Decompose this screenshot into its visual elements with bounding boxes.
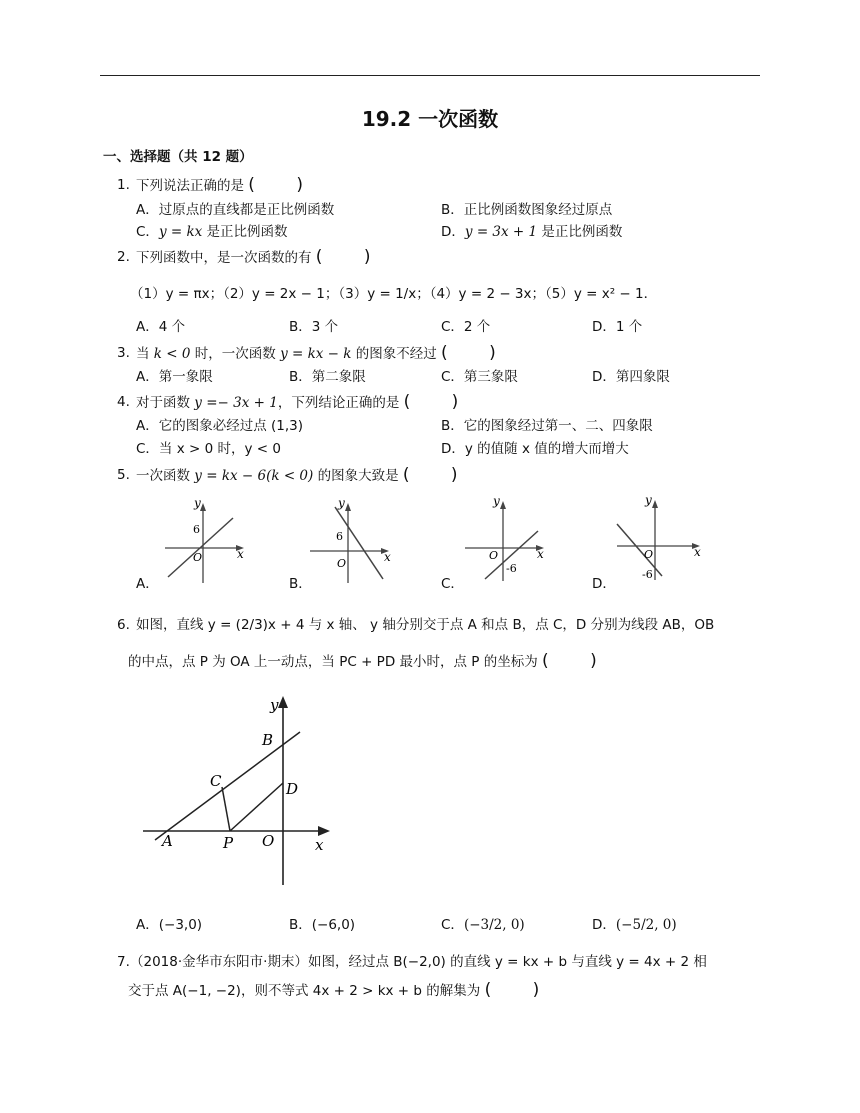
q1-option-d	[441, 222, 622, 242]
q7-line-2-text: 交于点 A(−1, −2)，则不等式 4x + 2 > kx + b 的解集为	[128, 983, 481, 999]
q5-function: y = kx − 6(k < 0)	[194, 468, 314, 484]
q3-function: y = kx − k	[280, 346, 352, 362]
q6-label-p: P	[223, 834, 234, 852]
q3-stem	[136, 343, 514, 364]
q6-number: 6.	[117, 617, 130, 633]
q3-option-d: D．第四象限	[592, 369, 670, 385]
q6-option-a: A．(−3,0)	[136, 917, 203, 933]
q5c-x-label: x	[537, 547, 544, 561]
q5b-origin: O	[337, 557, 347, 570]
q6-line-ab	[155, 732, 300, 840]
q6-label-x: x	[315, 836, 324, 854]
q5d-origin: O	[644, 548, 654, 561]
q1-option-d-math: y = 3x + 1	[464, 224, 538, 240]
q2-function-list: （1）y = πx；（2）y = 2x − 1；（3）y = 1/x；（4）y = 2 − 3x；（5）y = x² − 1．	[130, 286, 658, 302]
q6-answer-paren: ( )	[542, 651, 615, 671]
q4-option-d: D．y 的值随 x 值的增大而增大	[441, 441, 629, 457]
q5a-intercept: 6	[193, 523, 200, 536]
q6-label-o: O	[262, 832, 275, 850]
q5-stem	[136, 465, 476, 486]
q5a-origin: O	[193, 551, 203, 564]
q1-option-a: A．过原点的直线都是正比例函数	[136, 202, 335, 218]
q1-stem-text: 下列说法正确的是	[136, 178, 244, 194]
q1-option-b: B．正比例函数图象经过原点	[441, 202, 613, 218]
q7-answer-paren: ( )	[484, 980, 558, 1000]
q6-option-c	[441, 915, 525, 935]
q5d-y-arrow	[652, 500, 658, 508]
q6-label-b: B	[262, 731, 274, 749]
q1-stem	[136, 175, 321, 196]
q5b-intercept: 6	[336, 530, 343, 543]
q2-option-a: A．4 个	[136, 319, 186, 335]
q5-answer-paren: ( )	[402, 465, 476, 485]
q7-number: 7.	[117, 954, 130, 970]
q1-number: 1.	[117, 177, 130, 193]
q4-number: 4.	[117, 394, 130, 410]
q7-line-1: （2018·金华市东阳市·期末）如图，经过点 B(−2,0) 的直线 y = kx + b 与直线 y = 4x + 2 相	[130, 954, 707, 970]
q5d-y-label: y	[645, 493, 652, 507]
q5-option-b: B．	[289, 576, 312, 592]
q5c-y-arrow	[500, 501, 506, 509]
q2-stem	[136, 247, 388, 268]
q4-answer-paren: ( )	[403, 392, 477, 412]
q3-stem-mid: 时，一次函数	[190, 346, 281, 362]
q5a-x-label: x	[237, 547, 244, 561]
q4-option-c: C．当 x > 0 时，y < 0	[136, 441, 281, 457]
q6-label-y: y	[270, 696, 279, 714]
q3-option-c: C．第三象限	[441, 369, 518, 385]
q5b-x-label: x	[384, 550, 391, 564]
q5b-y-label: y	[338, 496, 345, 510]
q3-stem-pre: 当	[136, 346, 154, 362]
q2-option-c: C．2 个	[441, 319, 491, 335]
q2-option-d: D．1 个	[592, 319, 643, 335]
q5-stem-post: 的图象大致是	[313, 468, 399, 484]
q4-option-b: B．它的图象经过第一、二、四象限	[441, 418, 653, 434]
q1-option-c-prefix: C．	[136, 224, 159, 240]
q3-condition: k < 0	[153, 346, 191, 362]
q6-option-c-prefix: C．	[441, 917, 464, 933]
q6-option-c-math: (−3/2, 0)	[463, 917, 525, 933]
q4-stem-post: ，下列结论正确的是	[277, 395, 400, 411]
q5d-intercept: -6	[642, 568, 653, 581]
q6-option-b: B．(−6,0)	[289, 917, 356, 933]
q1-option-d-suffix: 是正比例函数	[537, 224, 623, 240]
q6-label-a: A	[162, 832, 173, 850]
q2-stem-text: 下列函数中，是一次函数的有	[136, 250, 312, 266]
q1-option-c	[136, 222, 288, 242]
q1-answer-paren: ( )	[248, 175, 321, 195]
q6-option-d	[592, 915, 677, 935]
q6-segment-pd	[230, 783, 283, 831]
q3-option-b: B．第二象限	[289, 369, 366, 385]
section-heading: 一、选择题（共 12 题）	[103, 149, 253, 165]
q3-number: 3.	[117, 345, 130, 361]
q6-line-2-text: 的中点，点 P 为 OA 上一动点，当 PC + PD 最小时，点 P 的坐标为	[128, 654, 538, 670]
q5b-y-arrow	[345, 503, 351, 511]
q5-graph-d	[612, 492, 707, 582]
q4-stem-pre: 对于函数	[136, 395, 195, 411]
q5c-origin: O	[489, 549, 499, 562]
q5-number: 5.	[117, 467, 130, 483]
q1-option-d-prefix: D．	[441, 224, 465, 240]
q5a-y-arrow	[200, 503, 206, 511]
q6-segment-pc	[222, 787, 230, 831]
page-title: 19.2 一次函数	[361, 107, 499, 131]
q6-label-c: C	[210, 772, 222, 790]
q4-function: y =− 3x + 1	[194, 395, 278, 411]
q4-stem	[136, 392, 476, 413]
q6-line-1: 如图，直线 y = (2/3)x + 4 与 x 轴、 y 轴分别交于点 A 和点 B，点 C，D 分别为线段 AB，OB	[136, 617, 715, 633]
q3-option-a: A．第一象限	[136, 369, 213, 385]
q6-label-d: D	[286, 780, 299, 798]
q7-line-2	[128, 980, 557, 1001]
q2-number: 2.	[117, 249, 130, 265]
q6-figure	[135, 690, 345, 890]
header-rule	[100, 75, 760, 76]
q6-option-d-prefix: D．	[592, 917, 616, 933]
q4-option-a: A．它的图象必经过点 (1,3)	[136, 418, 304, 434]
q5d-x-label: x	[694, 545, 701, 559]
q1-option-c-suffix: 是正比例函数	[202, 224, 288, 240]
q2-option-b: B．3 个	[289, 319, 339, 335]
q5-option-a: A．	[136, 576, 159, 592]
q6-y-arrow	[278, 696, 288, 708]
q5-stem-pre: 一次函数	[136, 468, 195, 484]
q6-option-d-math: (−5/2, 0)	[615, 917, 677, 933]
q5-graph-b	[305, 495, 400, 585]
q5-graph-a	[160, 495, 255, 585]
q5-graph-c	[460, 493, 555, 583]
q5c-y-label: y	[493, 494, 500, 508]
q2-answer-paren: ( )	[315, 247, 389, 267]
q6-line-2	[128, 651, 615, 672]
q5-option-d: D．	[592, 576, 616, 592]
q5c-intercept: -6	[506, 562, 517, 575]
q3-answer-paren: ( )	[441, 343, 514, 363]
q5-option-c: C．	[441, 576, 464, 592]
q1-option-c-math: y = kx	[158, 224, 203, 240]
q3-stem-post: 的图象不经过	[351, 346, 437, 362]
q5a-y-label: y	[194, 496, 201, 510]
q6-x-arrow	[318, 826, 330, 836]
